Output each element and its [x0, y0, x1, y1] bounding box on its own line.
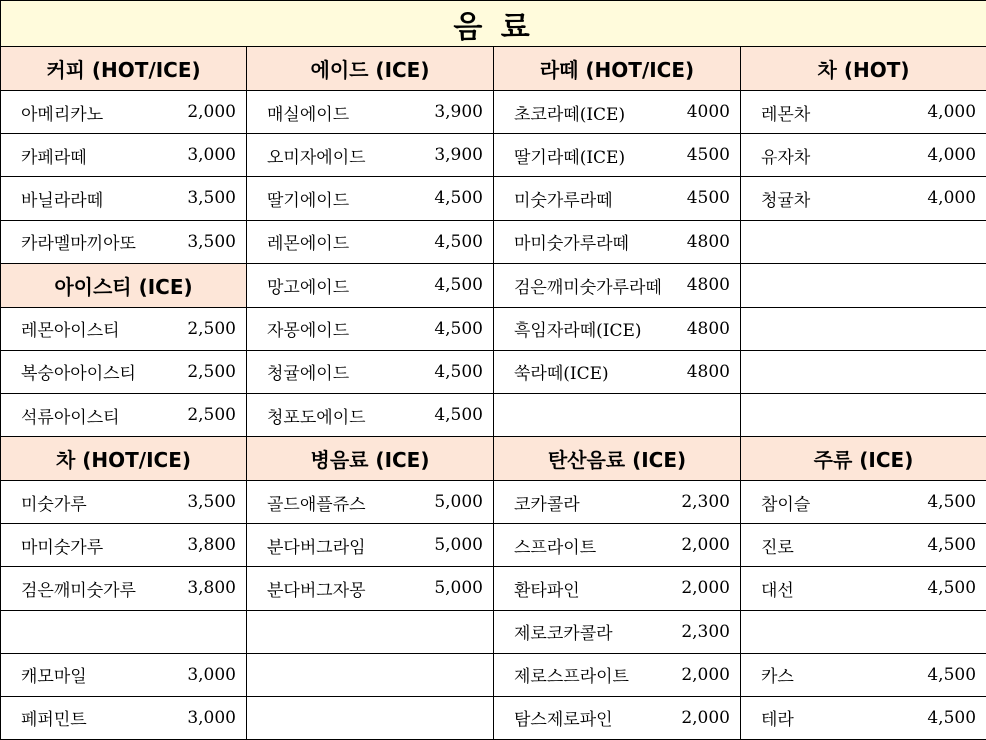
item-price: 4000: [686, 102, 730, 123]
item-name: 코카콜라: [514, 494, 580, 515]
item-name: 레몬차: [761, 104, 811, 125]
menu-cell[interactable]: [1, 220, 247, 263]
menu-cell[interactable]: [247, 91, 494, 134]
menu-cell[interactable]: [247, 263, 494, 307]
item-price: 3,900: [434, 145, 483, 166]
empty-cell[interactable]: [494, 393, 741, 436]
item-price: 4,500: [434, 405, 483, 426]
item-price: 2,000: [681, 535, 730, 556]
item-name: 청포도에이드: [267, 407, 366, 428]
item-price: 3,900: [434, 102, 483, 123]
table-row: [1, 481, 986, 524]
menu-cell[interactable]: [494, 524, 741, 567]
item-name: 캐모마일: [21, 667, 87, 688]
menu-cell[interactable]: [494, 220, 741, 263]
menu-cell[interactable]: [1, 567, 247, 610]
icetea-header[interactable]: 아이스티 (ICE): [1, 263, 247, 307]
item-price: 4800: [686, 318, 730, 339]
table-row: [1, 177, 986, 220]
item-name: 분다버그자몽: [267, 580, 366, 601]
item-name: 스프라이트: [514, 537, 597, 558]
item-name: 미숫가루라떼: [514, 190, 613, 211]
menu-cell[interactable]: [1, 134, 247, 177]
bottle-header[interactable]: 병음료 (ICE): [247, 437, 494, 481]
item-name: 대선: [761, 580, 794, 601]
item-price: 4,500: [434, 188, 483, 209]
item-name: 카스: [761, 667, 794, 688]
empty-cell[interactable]: [741, 263, 986, 307]
item-price: 2,300: [681, 621, 730, 642]
item-name: 제로스프라이트: [514, 667, 629, 688]
table-row: [1, 567, 986, 610]
menu-cell[interactable]: [494, 610, 741, 653]
item-price: 4,500: [927, 535, 977, 556]
menu-cell[interactable]: [247, 307, 494, 350]
item-price: 4,000: [927, 102, 977, 123]
item-name: 쑥라떼(ICE): [514, 364, 609, 385]
item-name: 테라: [761, 710, 794, 731]
coffee-header[interactable]: 커피 (HOT/ICE): [1, 47, 247, 91]
item-name: 제로코카콜라: [514, 624, 613, 645]
liquor-header[interactable]: 주류 (ICE): [741, 437, 986, 481]
table-row: [1, 350, 986, 393]
empty-cell[interactable]: [741, 307, 986, 350]
menu-cell[interactable]: [741, 524, 986, 567]
item-name: 유자차: [761, 147, 811, 168]
menu-cell[interactable]: [494, 350, 741, 393]
item-name: 복숭아아이스티: [21, 364, 136, 385]
item-name: 마미숫가루: [21, 537, 104, 558]
menu-cell[interactable]: [247, 134, 494, 177]
item-price: 4,500: [434, 231, 483, 252]
title-row: [1, 1, 986, 47]
menu-cell[interactable]: [247, 481, 494, 524]
item-price: 3,500: [187, 188, 236, 209]
menu-cell[interactable]: [494, 307, 741, 350]
item-price: 3,800: [187, 578, 236, 599]
item-name: 청귤차: [761, 190, 811, 211]
item-price: 4800: [686, 361, 730, 382]
empty-cell[interactable]: [1, 610, 247, 653]
item-name: 탐스제로파인: [514, 710, 613, 731]
item-price: 4,500: [434, 275, 483, 296]
item-price: 3,800: [187, 535, 236, 556]
table-row: [1, 307, 986, 350]
item-price: 2,300: [681, 492, 730, 513]
empty-cell[interactable]: [247, 610, 494, 653]
table-row: [1, 263, 986, 307]
item-price: 4500: [686, 188, 730, 209]
menu-cell[interactable]: [741, 696, 986, 739]
empty-cell[interactable]: [741, 220, 986, 263]
item-name: 미숫가루: [21, 494, 87, 515]
sheet-title[interactable]: 음 료: [1, 1, 986, 47]
item-name: 카페라떼: [21, 147, 87, 168]
empty-cell[interactable]: [741, 610, 986, 653]
item-name: 검은깨미숫가루: [21, 580, 136, 601]
menu-cell[interactable]: [247, 567, 494, 610]
item-price: 4,500: [434, 318, 483, 339]
menu-cell[interactable]: [494, 653, 741, 696]
empty-cell[interactable]: [741, 393, 986, 436]
item-name: 참이슬: [761, 494, 811, 515]
soda-header[interactable]: 탄산음료 (ICE): [494, 437, 741, 481]
menu-cell[interactable]: [741, 91, 986, 134]
menu-cell[interactable]: [741, 134, 986, 177]
menu-cell[interactable]: [494, 263, 741, 307]
ade-header[interactable]: 에이드 (ICE): [247, 47, 494, 91]
item-price: 4,000: [927, 188, 977, 209]
item-price: 2,000: [187, 102, 236, 123]
item-price: 4,500: [927, 578, 977, 599]
menu-cell[interactable]: [741, 481, 986, 524]
item-price: 3,500: [187, 492, 236, 513]
item-price: 4,000: [927, 145, 977, 166]
menu-cell[interactable]: [494, 481, 741, 524]
table-row: [1, 134, 986, 177]
item-price: 3,000: [187, 707, 236, 728]
item-price: 2,500: [187, 318, 236, 339]
tea-hotice-header[interactable]: 차 (HOT/ICE): [1, 437, 247, 481]
tea-hot-header[interactable]: 차 (HOT): [741, 47, 986, 91]
menu-cell[interactable]: [247, 177, 494, 220]
item-price: 3,000: [187, 664, 236, 685]
menu-cell[interactable]: [494, 91, 741, 134]
item-name: 흑임자라떼(ICE): [514, 321, 642, 342]
item-price: 4800: [686, 275, 730, 296]
menu-cell[interactable]: [494, 696, 741, 739]
item-name: 레몬에이드: [267, 234, 350, 255]
empty-cell[interactable]: [247, 653, 494, 696]
empty-cell[interactable]: [741, 350, 986, 393]
table-row: [1, 524, 986, 567]
item-name: 청귤에이드: [267, 364, 350, 385]
item-name: 레몬아이스티: [21, 321, 120, 342]
item-price: 4,500: [434, 361, 483, 382]
item-name: 딸기라떼(ICE): [514, 147, 626, 168]
menu-cell[interactable]: [1, 350, 247, 393]
item-name: 환타파인: [514, 580, 580, 601]
item-name: 아메리카노: [21, 104, 104, 125]
table-row: [1, 610, 986, 653]
item-price: 5,000: [434, 535, 483, 556]
item-price: 2,000: [681, 707, 730, 728]
table-row: [1, 220, 986, 263]
item-price: 5,000: [434, 578, 483, 599]
item-name: 분다버그라임: [267, 537, 366, 558]
item-price: 2,000: [681, 664, 730, 685]
table-row: [1, 653, 986, 696]
item-name: 골드애플쥬스: [267, 494, 366, 515]
menu-cell[interactable]: [1, 91, 247, 134]
menu-cell[interactable]: [1, 481, 247, 524]
menu-cell[interactable]: [247, 524, 494, 567]
item-name: 초코라떼(ICE): [514, 104, 626, 125]
menu-cell[interactable]: [494, 567, 741, 610]
item-name: 딸기에이드: [267, 190, 350, 211]
menu-cell[interactable]: [1, 524, 247, 567]
item-name: 진로: [761, 537, 794, 558]
menu-cell[interactable]: [741, 653, 986, 696]
item-price: 4500: [686, 145, 730, 166]
menu-cell[interactable]: [247, 350, 494, 393]
latte-header[interactable]: 라떼 (HOT/ICE): [494, 47, 741, 91]
item-price: 3,000: [187, 145, 236, 166]
item-price: 5,000: [434, 492, 483, 513]
menu-cell[interactable]: [1, 653, 247, 696]
item-price: 2,500: [187, 405, 236, 426]
item-price: 2,500: [187, 361, 236, 382]
item-name: 오미자에이드: [267, 147, 366, 168]
empty-cell[interactable]: [247, 696, 494, 739]
menu-cell[interactable]: [1, 393, 247, 436]
menu-cell[interactable]: [247, 393, 494, 436]
item-price: 4,500: [927, 707, 977, 728]
item-name: 카라멜마끼아또: [21, 234, 136, 255]
menu-cell[interactable]: [247, 220, 494, 263]
item-name: 석류아이스티: [21, 407, 120, 428]
header-row-2: [1, 437, 986, 481]
item-price: 4,500: [927, 492, 977, 513]
item-price: 4,500: [927, 664, 977, 685]
menu-cell[interactable]: [494, 177, 741, 220]
item-price: 2,000: [681, 578, 730, 599]
item-name: 페퍼민트: [21, 710, 87, 731]
item-name: 검은깨미숫가루라떼: [514, 277, 662, 298]
table-row: [1, 91, 986, 134]
item-price: 3,500: [187, 231, 236, 252]
item-name: 자몽에이드: [267, 321, 350, 342]
item-name: 마미숫가루라떼: [514, 234, 629, 255]
menu-cell[interactable]: [1, 307, 247, 350]
item-name: 매실에이드: [267, 104, 350, 125]
item-name: 망고에이드: [267, 277, 350, 298]
item-name: 바닐라라떼: [21, 190, 104, 211]
header-row-1: [1, 47, 986, 91]
menu-cell[interactable]: [741, 177, 986, 220]
menu-cell[interactable]: [741, 567, 986, 610]
table-row: [1, 393, 986, 436]
menu-cell[interactable]: [1, 696, 247, 739]
item-price: 4800: [686, 231, 730, 252]
table-row: [1, 696, 986, 739]
menu-cell[interactable]: [1, 177, 247, 220]
menu-cell[interactable]: [494, 134, 741, 177]
